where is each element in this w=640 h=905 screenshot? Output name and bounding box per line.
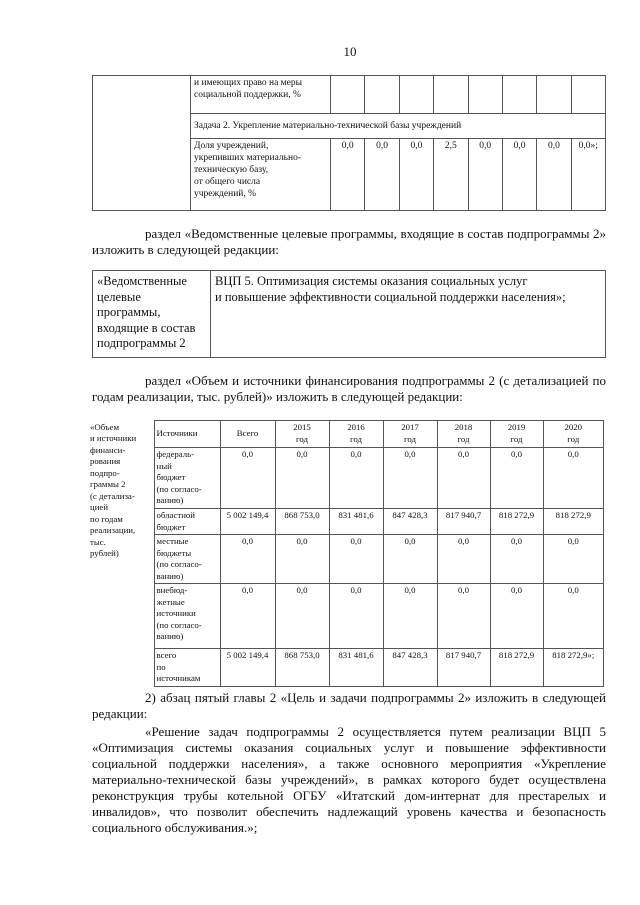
value-cell: 831 481,6 [329, 509, 383, 535]
value-cell: 5 002 149,4 [220, 509, 275, 535]
source-cell: федераль- ный бюджет (по согласо- ванию) [154, 448, 220, 509]
value-cell: 5 002 149,4 [220, 649, 275, 687]
column-header: 2015 год [275, 421, 329, 448]
value-cell: 0,0 [220, 535, 275, 584]
programs-table [92, 270, 606, 358]
value-cell: 847 428,3 [383, 649, 437, 687]
column-header: Всего [220, 421, 275, 448]
value-cell: 0,0 [490, 584, 543, 649]
paragraph: раздел «Объем и источники финансирования подпрограммы 2 (с детализацией по годам реализации, тыс. рублей)» изложить в следующей редакции: [92, 373, 606, 404]
value-cell: 831 481,6 [329, 649, 383, 687]
paragraph: 2) абзац пятый главы 2 «Цель и задачи подпрограммы 2» изложить в следующей редакции: [92, 690, 606, 721]
paragraph: «Решение задач подпрограммы 2 осуществляется путем реализации ВЦП 5 «Оптимизация системы оказания социальных услуг и повышение эффективности социальной поддержки населения», а также основного мероприятия «Укрепление материально-технической базы учреждений», в рамках которого будет осуществлена реконструкция трубы котельной ОГБУ «Итатский дом-интернат для престарелых и инвалидов», что позволит обеспечить надлежащий уровень качества и безопасность социального обслуживания.»; [92, 724, 606, 835]
indicator-label: Доля учреждений, укрепивших материально- техническую базу, от общего числа учреждений, % [191, 139, 331, 211]
column-header: 2019 год [490, 421, 543, 448]
value-cell: 818 272,9»; [543, 649, 604, 687]
column-header: 2016 год [329, 421, 383, 448]
value-cell: 0,0 [437, 448, 490, 509]
table-row [88, 448, 604, 509]
value-cell: 0,0»; [571, 139, 605, 211]
header-row [88, 421, 604, 448]
task-heading: Задача 2. Укрепление материально-технической базы учреждений [191, 114, 606, 139]
source-cell: местные бюджеты (по согласо- ванию) [154, 535, 220, 584]
value-cell: 0,0 [383, 535, 437, 584]
value-cell: 0,0 [399, 139, 433, 211]
empty-cell [93, 76, 191, 211]
value-cell: 817 940,7 [437, 649, 490, 687]
programs-label: «Ведомственные целевые программы, входящие в состав подпрограммы 2 [93, 271, 211, 358]
value-cell: 0,0 [543, 584, 604, 649]
table-row [88, 509, 604, 535]
value-cell: 0,0 [543, 448, 604, 509]
value-cell: 0,0 [502, 139, 536, 211]
paragraph: раздел «Ведомственные целевые программы, входящие в состав подпрограммы 2» изложить в следующей редакции: [92, 226, 606, 257]
value-cell: 0,0 [537, 139, 571, 211]
value-cell: 0,0 [329, 584, 383, 649]
programs-value: ВЦП 5. Оптимизация системы оказания социальных услуг и повышение эффективности социальной поддержки населения»; [211, 271, 606, 358]
value-cell: 0,0 [490, 448, 543, 509]
value-cell: 818 272,9 [543, 509, 604, 535]
financing-label: «Объем и источники финанси- рования подпро- граммы 2 (с детализа- цией по годам реализации, тыс. рублей) [88, 421, 154, 687]
value-cell: 818 272,9 [490, 509, 543, 535]
indicators-table [92, 75, 606, 211]
value-cell: 0,0 [331, 139, 365, 211]
value-cell: 2,5 [434, 139, 468, 211]
value-cell: 0,0 [220, 584, 275, 649]
column-header: 2020 год [543, 421, 604, 448]
value-cell: 0,0 [543, 535, 604, 584]
page-number: 10 [343, 44, 357, 59]
value-cell: 868 753,0 [275, 509, 329, 535]
value-cell: 0,0 [437, 584, 490, 649]
value-cell: 0,0 [365, 139, 399, 211]
value-cell: 0,0 [437, 535, 490, 584]
value-cell: 847 428,3 [383, 509, 437, 535]
indicator-label: и имеющих право на меры социальной поддержки, % [191, 76, 331, 114]
column-header: 2017 год [383, 421, 437, 448]
value-cell: 0,0 [329, 448, 383, 509]
value-cell: 0,0 [275, 448, 329, 509]
financing-table [88, 420, 604, 687]
source-cell: внебюд- жетные источники (по согласо- ванию) [154, 584, 220, 649]
value-cell: 0,0 [275, 584, 329, 649]
table-row [88, 584, 604, 649]
value-cell: 0,0 [468, 139, 502, 211]
value-cell: 818 272,9 [490, 649, 543, 687]
table-row [88, 535, 604, 584]
value-cell: 868 753,0 [275, 649, 329, 687]
value-cell: 0,0 [275, 535, 329, 584]
column-header: 2018 год [437, 421, 490, 448]
source-cell: областной бюджет [154, 509, 220, 535]
value-cell: 0,0 [383, 448, 437, 509]
value-cell: 0,0 [383, 584, 437, 649]
column-header: Источники [154, 421, 220, 448]
value-cell: 817 940,7 [437, 509, 490, 535]
value-cell: 0,0 [329, 535, 383, 584]
value-cell: 0,0 [220, 448, 275, 509]
source-cell: всего по источникам [154, 649, 220, 687]
table-row [93, 76, 606, 114]
value-cell: 0,0 [490, 535, 543, 584]
table-row [88, 649, 604, 687]
